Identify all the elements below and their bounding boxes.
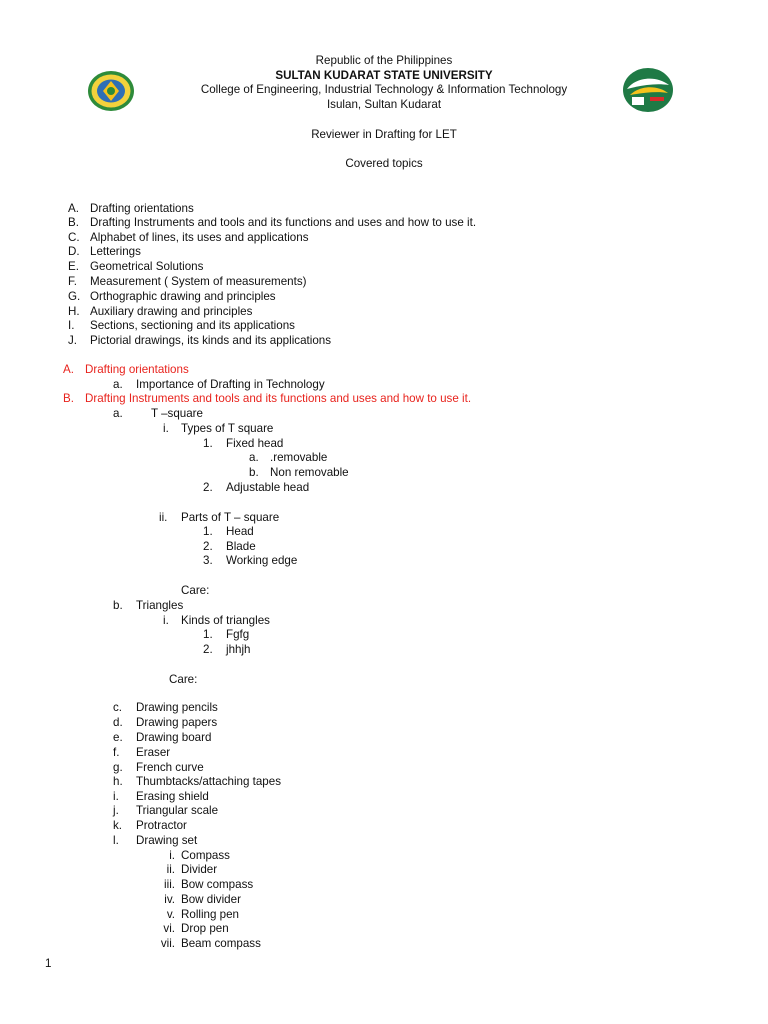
list-marker: b. — [249, 466, 259, 479]
header-line-republic: Republic of the Philippines — [315, 54, 453, 67]
list-item: Triangles — [136, 599, 184, 612]
list-item: French curve — [136, 761, 204, 774]
list-item: Parts of T – square — [181, 511, 280, 524]
list-marker: vii. — [160, 937, 175, 950]
section-a-marker: A. — [63, 363, 74, 376]
list-item: Drop pen — [181, 922, 229, 935]
list-item: Letterings — [90, 245, 141, 258]
list-marker: J. — [68, 334, 78, 347]
list-marker: ii. — [159, 511, 168, 524]
list-item: Bow compass — [181, 878, 254, 891]
list-marker: a. — [113, 378, 123, 391]
list-marker: i. — [113, 790, 119, 803]
list-marker: H. — [68, 305, 80, 318]
list-marker: j. — [113, 804, 119, 817]
list-item: Drafting orientations — [90, 202, 194, 215]
list-marker: A. — [68, 202, 79, 215]
list-marker: l. — [113, 834, 119, 847]
list-item: Fixed head — [226, 437, 284, 450]
list-item: .removable — [270, 451, 328, 464]
covered-topics-heading: Covered topics — [345, 157, 423, 170]
list-item: Auxiliary drawing and principles — [90, 305, 253, 318]
college-name: College of Engineering, Industrial Technology & Information Technology — [200, 83, 568, 96]
list-marker: ii. — [166, 863, 175, 876]
list-item: Orthographic drawing and principles — [90, 290, 276, 303]
list-item: Adjustable head — [226, 481, 310, 494]
list-item: Working edge — [226, 554, 298, 567]
section-a-heading: Drafting orientations — [85, 363, 189, 376]
list-item: Geometrical Solutions — [90, 260, 204, 273]
list-marker: h. — [113, 775, 123, 788]
page-number: 1 — [45, 957, 52, 970]
list-item: Beam compass — [181, 937, 261, 950]
list-item: Measurement ( System of measurements) — [90, 275, 307, 288]
list-item: Drafting Instruments and tools and its functions and uses and how to use it. — [90, 216, 477, 229]
list-item: Thumbtacks/attaching tapes — [136, 775, 282, 788]
list-marker: I. — [68, 319, 75, 332]
list-item: Drawing papers — [136, 716, 218, 729]
list-item: Fgfg — [226, 628, 250, 641]
list-marker: 2. — [203, 481, 213, 494]
university-name: SULTAN KUDARAT STATE UNIVERSITY — [275, 69, 493, 82]
list-item: Pictorial drawings, its kinds and its applications — [90, 334, 332, 347]
list-item: Triangular scale — [136, 804, 219, 817]
list-marker: 1. — [203, 628, 213, 641]
list-item: Types of T square — [181, 422, 274, 435]
care-label: Care: — [181, 584, 210, 597]
list-marker: v. — [166, 908, 175, 921]
list-item: Kinds of triangles — [181, 614, 270, 627]
list-marker: E. — [68, 260, 79, 273]
list-marker: 2. — [203, 643, 213, 656]
list-marker: B. — [68, 216, 79, 229]
list-marker: e. — [113, 731, 123, 744]
list-item: Bow divider — [181, 893, 241, 906]
list-item: Importance of Drafting in Technology — [136, 378, 325, 391]
list-item: T –square — [151, 407, 203, 420]
list-item: jhhjh — [226, 643, 251, 656]
document-title: Reviewer in Drafting for LET — [311, 128, 457, 141]
list-marker: 1. — [203, 437, 213, 450]
list-marker: i. — [163, 614, 169, 627]
list-item: Rolling pen — [181, 908, 240, 921]
list-marker: i. — [163, 422, 169, 435]
list-item: Non removable — [270, 466, 349, 479]
list-item: Alphabet of lines, its uses and applications — [90, 231, 309, 244]
list-marker: b. — [113, 599, 123, 612]
list-item: Erasing shield — [136, 790, 209, 803]
list-marker: F. — [68, 275, 78, 288]
list-item: Sections, sectioning and its applications — [90, 319, 295, 332]
location: Isulan, Sultan Kudarat — [326, 98, 442, 111]
list-marker: a. — [113, 407, 123, 420]
list-marker: a. — [249, 451, 259, 464]
section-b-heading: Drafting Instruments and tools and its functions and uses and how to use it. — [85, 392, 472, 405]
list-marker: f. — [113, 746, 120, 759]
section-b-marker: B. — [63, 392, 74, 405]
list-marker: D. — [68, 245, 80, 258]
list-marker: iii. — [164, 878, 175, 891]
list-marker: vi. — [163, 922, 175, 935]
list-item: Divider — [181, 863, 218, 876]
list-marker: C. — [68, 231, 80, 244]
list-marker: 2. — [203, 540, 213, 553]
list-marker: k. — [113, 819, 123, 832]
list-item: Blade — [226, 540, 256, 553]
list-marker: iv. — [164, 893, 175, 906]
list-marker: 1. — [203, 525, 213, 538]
list-marker: g. — [113, 761, 123, 774]
list-item: Drawing board — [136, 731, 212, 744]
list-marker: 3. — [203, 554, 213, 567]
list-item: Drawing set — [136, 834, 198, 847]
list-item: Drawing pencils — [136, 701, 218, 714]
list-marker: c. — [113, 701, 123, 714]
list-item: Protractor — [136, 819, 187, 832]
list-item: Eraser — [136, 746, 171, 759]
care-label: Care: — [169, 673, 198, 686]
list-item: Head — [226, 525, 254, 538]
list-marker: d. — [113, 716, 123, 729]
list-marker: G. — [68, 290, 81, 303]
list-item: Compass — [181, 849, 230, 862]
list-marker: i. — [169, 849, 175, 862]
